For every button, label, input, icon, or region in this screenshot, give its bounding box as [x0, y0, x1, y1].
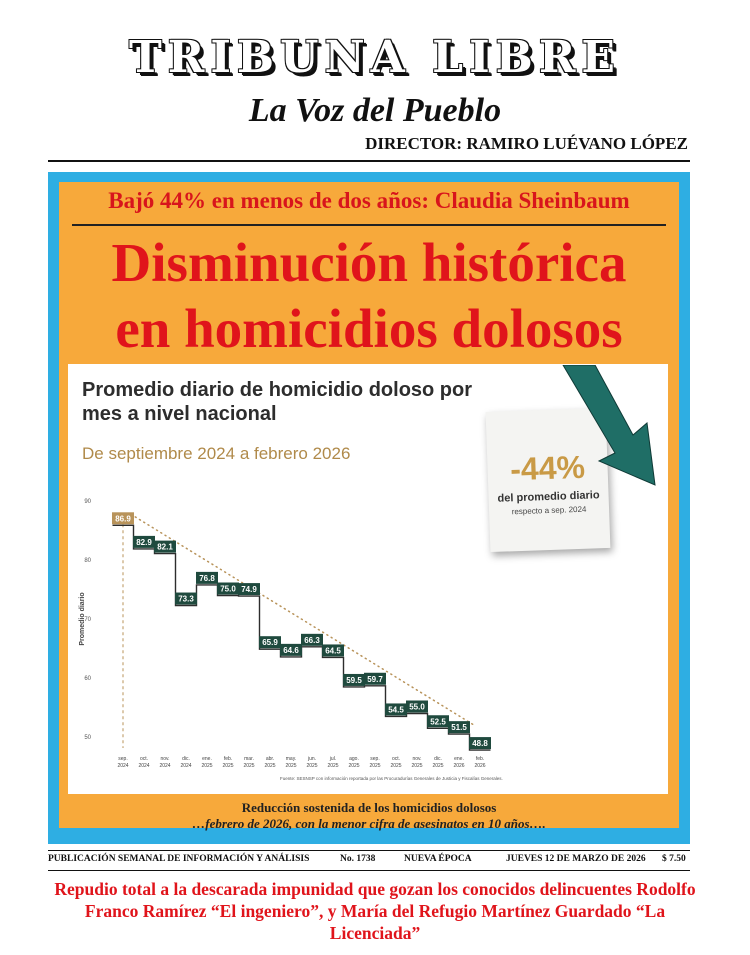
y-tick-label-2: 70	[84, 617, 91, 623]
value-label-3: 73.3	[178, 594, 194, 604]
value-label-12: 59.7	[367, 674, 383, 684]
callout-percent: -44%	[509, 448, 586, 488]
kicker-divider	[72, 224, 666, 226]
issue-price: $ 7.50	[662, 854, 686, 864]
y-tick-label-4: 50	[84, 735, 91, 741]
x-tick-month-7: abr.	[265, 756, 275, 762]
x-tick-year-1: 2024	[138, 763, 150, 769]
x-tick-year-14: 2025	[411, 763, 423, 769]
value-label-7: 65.9	[262, 638, 278, 648]
newspaper-slogan: La Voz del Pueblo	[248, 92, 502, 129]
publication-info-bar	[48, 854, 690, 868]
bottom-headline-line-2: Franco Ramírez “El ingeniero”, y María del Refugio Martínez Guardado “La Licenciada”	[84, 901, 666, 943]
cover-caption-1: Reducción sostenida de los homicidios dolosos	[241, 800, 497, 815]
y-tick-label-0: 90	[84, 499, 91, 505]
value-label-0: 86.9	[115, 514, 131, 524]
issue-number: No. 1738	[340, 854, 376, 864]
x-tick-month-16: ene.	[454, 756, 464, 762]
x-tick-month-8: may.	[285, 756, 297, 762]
newspaper-title: TRIBUNA LIBRE	[129, 32, 621, 83]
x-tick-year-6: 2025	[243, 763, 255, 769]
value-label-8: 64.6	[283, 645, 299, 655]
chart-subtitle: De septiembre 2024 a febrero 2026	[82, 444, 351, 463]
value-label-2: 82.1	[157, 542, 173, 552]
x-tick-month-13: oct.	[391, 756, 401, 762]
x-tick-month-3: dic.	[182, 756, 190, 762]
bottom-headline	[40, 878, 710, 944]
value-label-11: 59.5	[346, 675, 362, 685]
headline-line-1: Disminución histórica	[111, 232, 627, 293]
value-label-15: 52.5	[430, 717, 446, 727]
footer-top-rule	[48, 850, 690, 851]
x-tick-month-0: sep.	[118, 756, 128, 762]
footer-bottom-rule	[48, 870, 690, 871]
edition-era: NUEVA ÉPOCA	[404, 854, 472, 864]
bottom-headline-line-1: Repudio total a la descarada impunidad que gozan los conocidos delincuentes Rodolfo	[54, 879, 696, 899]
x-tick-year-8: 2025	[285, 763, 297, 769]
x-tick-month-1: oct.	[139, 756, 149, 762]
x-tick-year-16: 2026	[453, 763, 465, 769]
x-tick-month-11: ago.	[349, 756, 359, 762]
y-axis-label: Promedio diario	[79, 592, 86, 646]
x-tick-month-15: dic.	[434, 756, 442, 762]
x-tick-year-17: 2026	[474, 763, 486, 769]
callout-line-2: respecto a sep. 2024	[511, 504, 587, 517]
x-tick-year-5: 2025	[222, 763, 234, 769]
y-tick-label-1: 80	[84, 558, 91, 564]
director-line: DIRECTOR: RAMIRO LUÉVANO LÓPEZ	[365, 134, 688, 153]
cover-caption-2: …febrero de 2026, con la menor cifra de asesinatos en 10 años….	[192, 816, 546, 831]
x-tick-year-4: 2025	[201, 763, 213, 769]
x-tick-month-2: nov.	[160, 756, 170, 762]
value-label-6: 74.9	[241, 585, 257, 595]
x-tick-year-13: 2025	[390, 763, 402, 769]
value-label-14: 55.0	[409, 702, 425, 712]
x-tick-month-9: jun.	[307, 756, 317, 762]
value-label-13: 54.5	[388, 705, 404, 715]
value-label-16: 51.5	[451, 723, 467, 733]
value-label-5: 75.0	[220, 584, 236, 594]
callout-line-1: del promedio diario	[497, 489, 600, 505]
cover-kicker: Bajó 44% en menos de dos años: Claudia Sheinbaum	[108, 188, 630, 213]
headline-line-2: en homicidios dolosos	[115, 298, 623, 359]
down-arrow-icon	[555, 365, 665, 495]
x-tick-year-2: 2024	[159, 763, 171, 769]
chart-title: Promedio diario de homicidio doloso por mes a nivel nacional	[82, 379, 473, 425]
x-tick-month-12: sep.	[370, 756, 380, 762]
x-tick-month-5: feb.	[223, 756, 233, 762]
x-tick-year-12: 2025	[369, 763, 381, 769]
x-tick-year-9: 2025	[306, 763, 318, 769]
value-label-10: 64.5	[325, 646, 341, 656]
x-tick-month-10: jul.	[329, 756, 337, 762]
x-tick-year-15: 2025	[432, 763, 444, 769]
value-label-1: 82.9	[136, 537, 152, 547]
value-label-17: 48.8	[472, 739, 488, 749]
x-tick-year-0: 2024	[117, 763, 129, 769]
trend-line	[131, 514, 474, 725]
x-tick-month-17: feb.	[475, 756, 485, 762]
x-tick-month-6: mar.	[244, 756, 254, 762]
chart-source: Fuente: SESNSP con información reportada por las Procuradurías Generales de Justicia y Fiscalías Generales.	[280, 776, 503, 781]
x-tick-month-14: nov.	[412, 756, 422, 762]
masthead	[0, 30, 750, 86]
x-tick-year-11: 2025	[348, 763, 360, 769]
x-tick-year-7: 2025	[264, 763, 276, 769]
x-tick-month-4: ene.	[202, 756, 212, 762]
publication-type: PUBLICACIÓN SEMANAL DE INFORMACIÓN Y ANÁLISIS	[48, 854, 310, 864]
issue-date: JUEVES 12 DE MARZO DE 2026	[506, 854, 646, 864]
cover-headline	[59, 230, 679, 362]
masthead-divider	[48, 160, 690, 162]
x-tick-year-10: 2025	[327, 763, 339, 769]
value-label-9: 66.3	[304, 635, 320, 645]
value-label-4: 76.8	[199, 573, 215, 583]
x-tick-year-3: 2024	[180, 763, 192, 769]
y-tick-label-3: 60	[84, 676, 91, 682]
